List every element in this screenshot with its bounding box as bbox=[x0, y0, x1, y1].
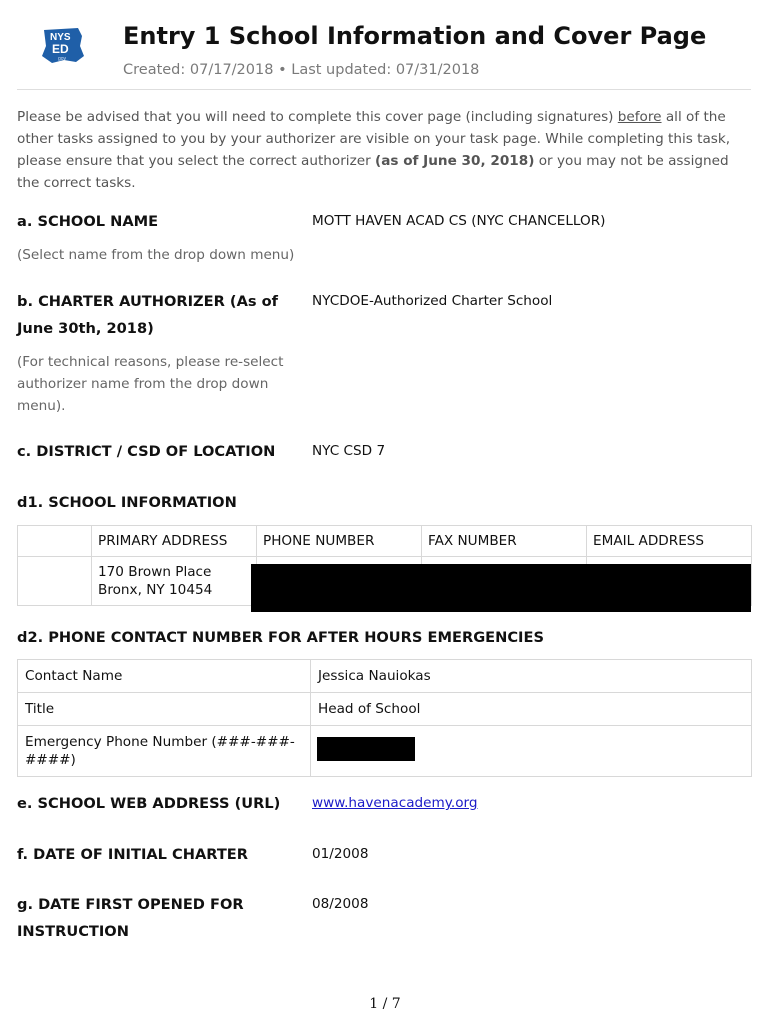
svg-text:NYS: NYS bbox=[50, 32, 71, 43]
page-subtitle bbox=[123, 62, 479, 78]
page-number: 1 / 7 bbox=[369, 996, 401, 1012]
authorizer-help-line1: (For technical reasons, please re-select bbox=[17, 354, 284, 370]
first-opened-label-line1: g. DATE FIRST OPENED FOR bbox=[17, 896, 244, 913]
table-header-cell: PHONE NUMBER bbox=[257, 526, 422, 557]
title-value: Head of School bbox=[311, 693, 752, 726]
separator-dot: • bbox=[278, 62, 287, 78]
intro-text-1: Please be advised that you will need to complete this cover page (including signatures) bbox=[17, 109, 618, 125]
contact-name-value: Jessica Nauiokas bbox=[311, 660, 752, 693]
authorizer-label bbox=[17, 288, 278, 342]
school-name-help: (Select name from the drop down menu) bbox=[17, 247, 295, 263]
table-header-cell bbox=[18, 526, 92, 557]
table-header-row bbox=[18, 526, 752, 557]
first-opened-value: 08/2008 bbox=[312, 896, 369, 912]
header-divider bbox=[17, 89, 751, 90]
emergency-label: d2. PHONE CONTACT NUMBER FOR AFTER HOURS EMERGENCIES bbox=[17, 629, 544, 646]
address-line2: Bronx, NY 10454 bbox=[98, 582, 213, 598]
authorizer-help bbox=[17, 351, 283, 417]
table-header-cell: EMAIL ADDRESS bbox=[587, 526, 752, 557]
created-date: Created: 07/17/2018 bbox=[123, 62, 274, 78]
svg-text:gov: gov bbox=[58, 56, 67, 62]
intro-bold: (as of June 30, 2018) bbox=[374, 153, 535, 169]
first-opened-label bbox=[17, 891, 244, 945]
school-info-label: d1. SCHOOL INFORMATION bbox=[17, 494, 237, 511]
web-label: e. SCHOOL WEB ADDRESS (URL) bbox=[17, 795, 281, 812]
contact-name-key: Contact Name bbox=[18, 660, 311, 693]
intro-paragraph bbox=[17, 106, 752, 194]
title-key: Title bbox=[18, 693, 311, 726]
table-row bbox=[18, 660, 752, 693]
district-label: c. DISTRICT / CSD OF LOCATION bbox=[17, 443, 276, 460]
updated-date: Last updated: 07/31/2018 bbox=[291, 62, 480, 78]
table-row bbox=[18, 693, 752, 726]
initial-charter-label: f. DATE OF INITIAL CHARTER bbox=[17, 846, 249, 863]
authorizer-help-line2: authorizer name from the drop down bbox=[17, 376, 269, 392]
school-name-value: MOTT HAVEN ACAD CS (NYC CHANCELLOR) bbox=[312, 213, 606, 229]
table-header-cell: FAX NUMBER bbox=[422, 526, 587, 557]
intro-underlined: before bbox=[617, 109, 662, 125]
first-opened-label-line2: INSTRUCTION bbox=[17, 923, 129, 940]
authorizer-label-line1: b. CHARTER AUTHORIZER (As of bbox=[17, 293, 279, 310]
address-cell bbox=[92, 557, 257, 606]
address-line1: 170 Brown Place bbox=[98, 564, 212, 580]
initial-charter-value: 01/2008 bbox=[312, 846, 369, 862]
svg-text:ED: ED bbox=[52, 42, 69, 56]
table-header-cell: PRIMARY ADDRESS bbox=[92, 526, 257, 557]
web-link[interactable]: www.havenacademy.org bbox=[312, 795, 478, 811]
authorizer-value: NYCDOE-Authorized Charter School bbox=[312, 293, 553, 309]
emergency-phone-key: Emergency Phone Number (###-###-####) bbox=[18, 726, 311, 777]
nysed-logo bbox=[38, 26, 88, 66]
page-title: Entry 1 School Information and Cover Page bbox=[123, 22, 707, 50]
authorizer-help-line3: menu). bbox=[17, 398, 66, 414]
authorizer-label-line2: June 30th, 2018) bbox=[17, 320, 154, 337]
table-cell bbox=[18, 557, 92, 606]
intro-text-2: all of the other tasks assigned to you by your authorizer are visible on your task page. While completing this task, please ensure that you select the correct authorizer bbox=[17, 109, 731, 169]
school-name-label: a. SCHOOL NAME bbox=[17, 213, 159, 230]
intro-text-3: or you may not be assigned the correct tasks. bbox=[17, 153, 729, 191]
district-value: NYC CSD 7 bbox=[312, 443, 386, 459]
redaction-block bbox=[317, 737, 415, 761]
redaction-block bbox=[251, 564, 751, 612]
